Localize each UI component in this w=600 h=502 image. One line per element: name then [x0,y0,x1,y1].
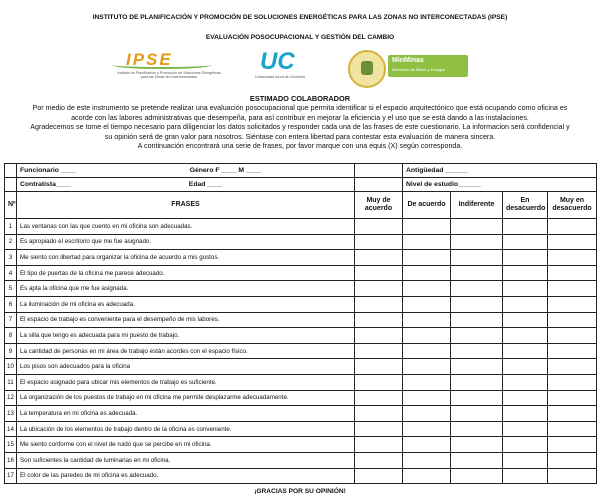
answer-cell-muy-en-desacuerdo[interactable] [548,390,597,406]
answer-cell-indiferente[interactable] [451,343,503,359]
intro-text [4,104,596,152]
answer-cell-muy-en-desacuerdo[interactable] [548,374,597,390]
evaluation-title: EVALUACIÓN POSOCUPACIONAL Y GESTIÓN DEL CAMBIO [205,34,395,41]
answer-cell-en-desacuerdo[interactable] [503,219,548,235]
intro-line: Agradecemos se tome el tiempo necesario para diligenciar los datos solicitados y responder cada una de las frases de este cuestionario. La informacion será confidencial y [30,123,570,132]
row-number: 4 [5,265,17,281]
col-de-acuerdo: De acuerdo [403,192,451,219]
answer-cell-indiferente[interactable] [451,328,503,344]
row-number: 3 [5,250,17,266]
row-phrase: Es apropiado el escritorio que me fue asignado. [17,234,355,250]
answer-cell-de-acuerdo[interactable] [403,343,451,359]
antiguedad-field[interactable]: Antigüedad ______ [403,164,597,178]
table-row [5,374,597,390]
answer-cell-muy-en-desacuerdo[interactable] [548,452,597,468]
answer-cell-muy-de-acuerdo[interactable] [355,452,403,468]
row-number: 16 [5,452,17,468]
answer-cell-en-desacuerdo[interactable] [503,406,548,422]
col-num: Nº [5,192,17,219]
answer-cell-muy-de-acuerdo[interactable] [355,265,403,281]
col-muy-de-acuerdo: Muy de acuerdo [355,192,403,219]
university-logo-mark: UC [260,48,295,75]
answer-cell-indiferente[interactable] [451,265,503,281]
table-row [5,468,597,484]
answer-cell-de-acuerdo[interactable] [403,281,451,297]
answer-cell-de-acuerdo[interactable] [403,312,451,328]
answer-cell-de-acuerdo[interactable] [403,328,451,344]
row-phrase: Me siento conforme con el nivel de ruido que se percibe en mi oficina. [17,437,355,453]
answer-cell-muy-de-acuerdo[interactable] [355,390,403,406]
answer-cell-muy-en-desacuerdo[interactable] [548,343,597,359]
answer-cell-muy-de-acuerdo[interactable] [355,328,403,344]
answer-cell-en-desacuerdo[interactable] [503,296,548,312]
row-number: 7 [5,312,17,328]
answer-cell-de-acuerdo[interactable] [403,374,451,390]
col-en-desacuerdo: En desacuerdo [503,192,548,219]
minminas-logo-subtitle: Ministerio de Minas y Energía [392,67,445,72]
table-row [5,359,597,375]
row-number: 5 [5,281,17,297]
answer-cell-indiferente[interactable] [451,359,503,375]
greeting: ESTIMADO COLABORADOR [249,94,351,103]
col-indiferente: Indiferente [451,192,503,219]
logos-row [0,48,600,88]
answer-cell-muy-de-acuerdo[interactable] [355,234,403,250]
answer-cell-muy-de-acuerdo[interactable] [355,374,403,390]
answer-cell-muy-en-desacuerdo[interactable] [548,328,597,344]
table-row [5,390,597,406]
table-row [5,296,597,312]
answer-cell-en-desacuerdo[interactable] [503,328,548,344]
answer-cell-de-acuerdo[interactable] [403,452,451,468]
row-number: 14 [5,421,17,437]
answer-cell-indiferente[interactable] [451,421,503,437]
ipse-logo-word: IPSE [126,50,173,69]
answer-cell-muy-de-acuerdo[interactable] [355,406,403,422]
answer-cell-indiferente[interactable] [451,406,503,422]
table-row [5,265,597,281]
funcionario-field[interactable]: Funcionario ____ [20,167,76,174]
answer-cell-de-acuerdo[interactable] [403,265,451,281]
answer-cell-muy-de-acuerdo[interactable] [355,250,403,266]
intro-line: acorde con las labores administrativas que desempeña, para así contribuir en mejorar la eficiencia y el uso que se está dando a las instalaciones. [71,113,529,122]
answer-cell-de-acuerdo[interactable] [403,250,451,266]
row-phrase: Es apta la oficina que me fue asignada. [17,281,355,297]
answer-cell-muy-en-desacuerdo[interactable] [548,406,597,422]
intro-line: su opinión será de gran valor para nosotros. Siéntase con entera libertad para contestar esta evaluación de manera sincera. [104,132,496,141]
row-phrase: El espacio de trabajo es conveniente para el desempeño de mis labores. [17,312,355,328]
answer-cell-muy-en-desacuerdo[interactable] [548,234,597,250]
row-phrase: La cantidad de personas en mi área de trabajo están acordes con el espacio físico. [17,343,355,359]
intro-line: Por medio de este instrumento se pretende realizar una evaluación posocupacional que permita identificar si el espacio arquitectónico que está ocupando como oficina es [32,104,568,112]
row-phrase: Los pisos son adecuados para la oficina [17,359,355,375]
answer-cell-muy-de-acuerdo[interactable] [355,219,403,235]
table-row [5,421,597,437]
row-number: 8 [5,328,17,344]
answer-cell-en-desacuerdo[interactable] [503,234,548,250]
row-phrase: Me siento con libertad para organizar la oficina de acuerdo a mis gustos. [17,250,355,266]
answer-cell-en-desacuerdo[interactable] [503,265,548,281]
row-phrase: La iluminación de mi oficina es adecuada. [17,296,355,312]
answer-cell-muy-de-acuerdo[interactable] [355,359,403,375]
table-row [5,234,597,250]
info-contratista-edad[interactable] [17,178,355,192]
answer-cell-muy-en-desacuerdo[interactable] [548,219,597,235]
answer-cell-indiferente[interactable] [451,468,503,484]
intro-line: A continuación encontrará una serie de frases, por favor marque con una equis (X) según corresponda. [137,142,463,151]
answer-cell-muy-en-desacuerdo[interactable] [548,437,597,453]
nivel-estudio-field[interactable]: Nivel de estudio______ [403,178,597,192]
answer-cell-muy-en-desacuerdo[interactable] [548,250,597,266]
survey-table [4,163,597,484]
table-row [5,219,597,235]
institution-title: INSTITUTO DE PLANIFICACIÓN Y PROMOCIÓN DE SOLUCIONES ENERGÉTICAS PARA LAS ZONAS NO INTERCONECTADAS (IPSE) [92,14,508,21]
thanks-footer: ¡GRACIAS POR SU OPINIÓN! [254,488,346,495]
answer-cell-muy-en-desacuerdo[interactable] [548,468,597,484]
col-muy-en-desacuerdo: Muy en desacuerdo [548,192,597,219]
answer-cell-muy-en-desacuerdo[interactable] [548,265,597,281]
col-frases: FRASES [17,192,355,219]
row-number: 6 [5,296,17,312]
row-number: 15 [5,437,17,453]
answer-cell-en-desacuerdo[interactable] [503,250,548,266]
answer-cell-de-acuerdo[interactable] [403,296,451,312]
table-row [5,250,597,266]
minminas-band [388,55,468,77]
answer-cell-de-acuerdo[interactable] [403,359,451,375]
answer-cell-de-acuerdo[interactable] [403,406,451,422]
answer-cell-muy-en-desacuerdo[interactable] [548,281,597,297]
answer-cell-muy-de-acuerdo[interactable] [355,296,403,312]
answer-cell-muy-de-acuerdo[interactable] [355,468,403,484]
info-row [5,164,597,178]
answer-cell-muy-en-desacuerdo[interactable] [548,312,597,328]
table-row [5,343,597,359]
answer-cell-en-desacuerdo[interactable] [503,390,548,406]
row-phrase: El espacio asignado para ubicar mis elementos de trabajo es suficiente. [17,374,355,390]
answer-cell-en-desacuerdo[interactable] [503,281,548,297]
answer-cell-de-acuerdo[interactable] [403,219,451,235]
answer-cell-de-acuerdo[interactable] [403,390,451,406]
row-number: 17 [5,468,17,484]
answer-cell-de-acuerdo[interactable] [403,234,451,250]
answer-cell-muy-en-desacuerdo[interactable] [548,421,597,437]
minminas-logo-word: MinMinas [392,57,424,64]
university-logo-subtitle: Universidad Incca de Colombia [255,75,305,79]
minminas-logo [348,50,478,86]
answer-cell-muy-de-acuerdo[interactable] [355,421,403,437]
row-phrase: La temperatura en mi oficina es adecuada. [17,406,355,422]
row-number: 12 [5,390,17,406]
row-number: 13 [5,406,17,422]
answer-cell-indiferente[interactable] [451,296,503,312]
survey-rows [5,219,597,484]
answer-cell-en-desacuerdo[interactable] [503,374,548,390]
row-number: 9 [5,343,17,359]
table-row [5,452,597,468]
answer-cell-indiferente[interactable] [451,250,503,266]
ipse-logo [112,52,222,86]
answer-cell-de-acuerdo[interactable] [403,421,451,437]
university-logo [250,48,310,88]
answer-cell-de-acuerdo[interactable] [403,468,451,484]
info-funcionario-genero[interactable] [17,164,355,178]
answer-cell-en-desacuerdo[interactable] [503,437,548,453]
answer-cell-indiferente[interactable] [451,312,503,328]
row-phrase: La organización de los puestos de trabajo en mi oficina me permite desplazarme adecuadamente. [17,390,355,406]
row-number: 10 [5,359,17,375]
genero-field[interactable]: Género F ____ M ____ [189,167,262,174]
row-phrase: El tipo de puertas de la oficina me parece adecuado. [17,265,355,281]
answer-cell-muy-en-desacuerdo[interactable] [548,296,597,312]
row-phrase: Las ventanas con las que cuento en mi oficina son adecuadas. [17,219,355,235]
contratista-field[interactable]: Contratista____ [20,181,71,188]
row-phrase: La silla que tengo es adecuada para mi puesto de trabajo. [17,328,355,344]
coat-of-arms-icon [348,50,386,88]
edad-field[interactable]: Edad ____ [188,181,223,188]
row-number: 2 [5,234,17,250]
row-phrase: El color de las paredes de mi oficina es adecuado. [17,468,355,484]
answer-cell-en-desacuerdo[interactable] [503,343,548,359]
answer-cell-indiferente[interactable] [451,219,503,235]
row-number: 1 [5,219,17,235]
column-headers [5,192,597,219]
row-phrase: Son suficientes la cantidad de luminarias en mi oficina. [17,452,355,468]
answer-cell-indiferente[interactable] [451,452,503,468]
info-row [5,178,597,192]
answer-cell-indiferente[interactable] [451,390,503,406]
table-row [5,406,597,422]
answer-cell-en-desacuerdo[interactable] [503,359,548,375]
answer-cell-muy-en-desacuerdo[interactable] [548,359,597,375]
table-row [5,437,597,453]
answer-cell-indiferente[interactable] [451,234,503,250]
answer-cell-indiferente[interactable] [451,374,503,390]
ipse-logo-subtitle: Instituto de Planificación y Promoción de Soluciones Energéticas para las Zonas No Interconectadas [117,71,221,79]
answer-cell-en-desacuerdo[interactable] [503,312,548,328]
answer-cell-muy-de-acuerdo[interactable] [355,281,403,297]
answer-cell-de-acuerdo[interactable] [403,437,451,453]
table-row [5,328,597,344]
answer-cell-muy-de-acuerdo[interactable] [355,312,403,328]
table-row [5,312,597,328]
table-row [5,281,597,297]
answer-cell-indiferente[interactable] [451,281,503,297]
row-number: 11 [5,374,17,390]
answer-cell-en-desacuerdo[interactable] [503,452,548,468]
answer-cell-en-desacuerdo[interactable] [503,421,548,437]
answer-cell-muy-de-acuerdo[interactable] [355,437,403,453]
answer-cell-indiferente[interactable] [451,437,503,453]
row-phrase: La ubicación de los elementos de trabajo dentro de la oficina es conveniente. [17,421,355,437]
answer-cell-muy-de-acuerdo[interactable] [355,343,403,359]
answer-cell-en-desacuerdo[interactable] [503,468,548,484]
